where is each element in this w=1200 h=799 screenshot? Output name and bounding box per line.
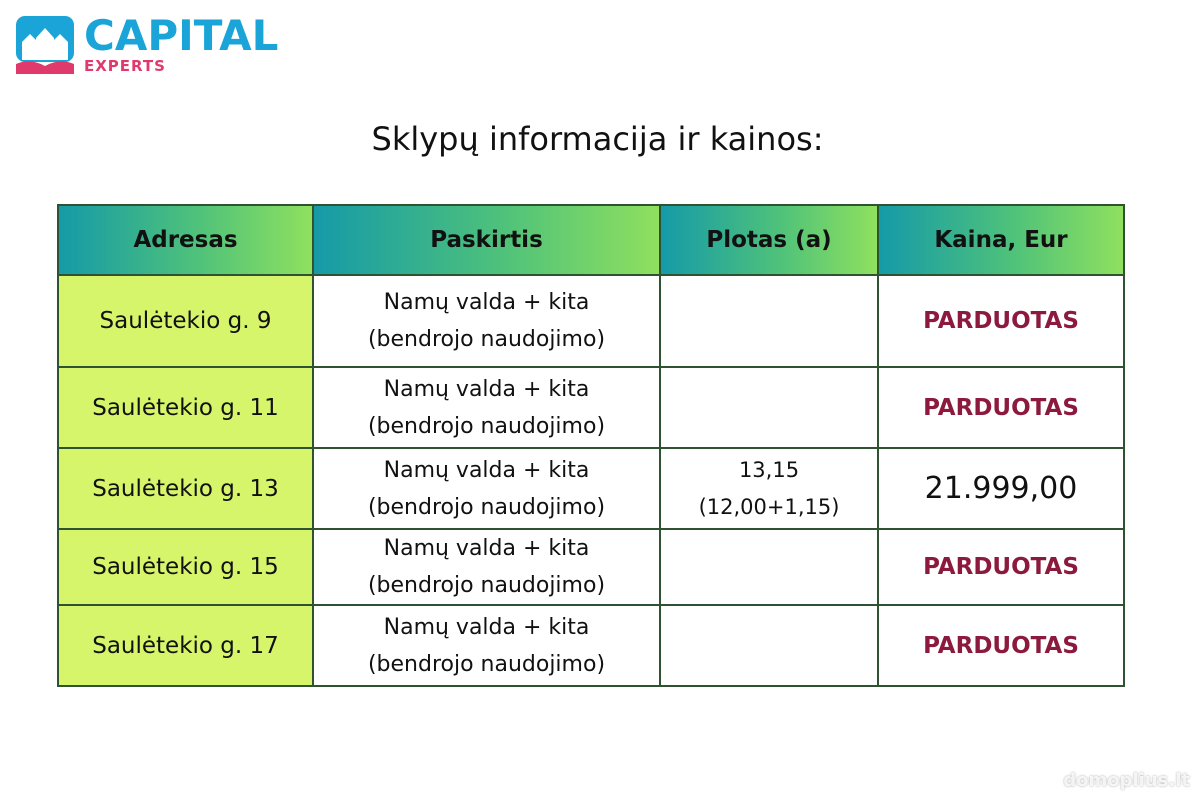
logo-wordmark: CAPITAL <box>84 11 279 60</box>
page-title: Sklypų informacija ir kainos: <box>371 120 824 158</box>
table-row <box>58 367 1124 448</box>
area-line: 13,15 <box>738 457 800 482</box>
price-cell <box>878 275 1124 367</box>
purpose-cell <box>313 529 660 605</box>
purpose-line: (bendrojo naudojimo) <box>367 494 606 520</box>
purpose-line: Namų valda + kita <box>383 614 590 640</box>
price-cell <box>878 605 1124 686</box>
price-cell <box>878 448 1124 529</box>
header-address: Adresas <box>58 205 313 275</box>
address-cell: Saulėtekio g. 17 <box>58 605 313 686</box>
purpose-line: (bendrojo naudojimo) <box>367 651 606 677</box>
logo-subtitle: EXPERTS <box>84 57 166 75</box>
area-cell <box>660 605 878 686</box>
house-book-logo-icon <box>14 14 76 76</box>
sold-label: PARDUOTAS <box>923 554 1079 580</box>
address-cell: Saulėtekio g. 9 <box>58 275 313 367</box>
capital-experts-logo <box>14 12 284 78</box>
purpose-cell <box>313 605 660 686</box>
address-cell: Saulėtekio g. 15 <box>58 529 313 605</box>
table-row <box>58 529 1124 605</box>
watermark: domoplius.lt <box>1063 770 1190 791</box>
area-line: (12,00+1,15) <box>698 494 840 519</box>
area-cell <box>660 275 878 367</box>
purpose-line: Namų valda + kita <box>383 536 590 561</box>
plots-table <box>57 204 1125 687</box>
sold-label: PARDUOTAS <box>923 394 1079 421</box>
area-cell <box>660 367 878 448</box>
address-cell: Saulėtekio g. 11 <box>58 367 313 448</box>
table-header-row <box>58 205 1124 275</box>
purpose-line: Namų valda + kita <box>383 376 590 402</box>
purpose-line: (bendrojo naudojimo) <box>367 573 606 598</box>
header-area: Plotas (a) <box>660 205 878 275</box>
area-cell <box>660 529 878 605</box>
header-price: Kaina, Eur <box>878 205 1124 275</box>
table-row <box>58 448 1124 529</box>
table-row <box>58 605 1124 686</box>
sold-label: PARDUOTAS <box>923 308 1079 334</box>
purpose-cell <box>313 367 660 448</box>
price-value: 21.999,00 <box>924 471 1078 506</box>
purpose-cell <box>313 275 660 367</box>
area-cell <box>660 448 878 529</box>
price-cell <box>878 367 1124 448</box>
purpose-line: Namų valda + kita <box>383 290 590 315</box>
header-purpose: Paskirtis <box>313 205 660 275</box>
table-row <box>58 275 1124 367</box>
purpose-line: Namų valda + kita <box>383 457 590 483</box>
purpose-line: (bendrojo naudojimo) <box>367 327 606 352</box>
purpose-line: (bendrojo naudojimo) <box>367 413 606 439</box>
purpose-cell <box>313 448 660 529</box>
price-cell <box>878 529 1124 605</box>
sold-label: PARDUOTAS <box>923 632 1079 659</box>
address-cell: Saulėtekio g. 13 <box>58 448 313 529</box>
